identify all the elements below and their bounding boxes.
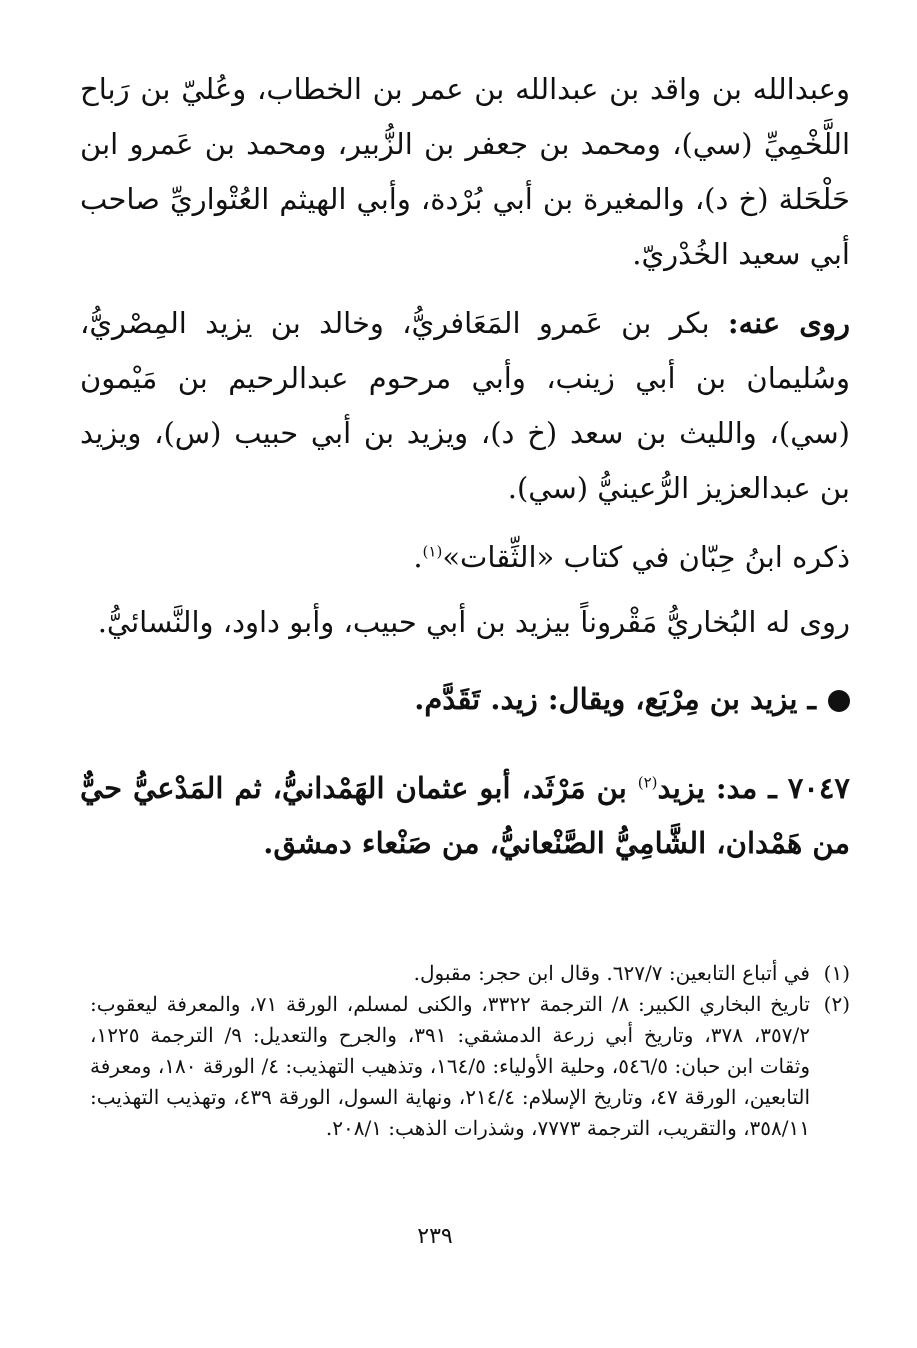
paragraph-narrated-by <box>80 296 850 516</box>
paragraph-1-text: وعبدالله بن واقد بن عبدالله بن عمر بن الخطاب، وعُليّ بن رَباح اللَّخْمِيِّ (سي)، ومحمد بن جعفر بن الزُّبير، ومحمد بن عَمرو ابن حَلْحَلة (خ د)، والمغيرة بن أبي بُرْدة، وأبي الهيثم العُتْواريِّ صاحب أبي سعيد الخُدْريّ. <box>80 72 850 271</box>
paragraph-3-text: ذكره ابنُ حِبّان في كتاب «الثِّقات» <box>442 540 850 574</box>
paragraph-transmitted-by <box>80 595 850 650</box>
page-number: ٢٣٩ <box>417 1224 453 1249</box>
footnotes <box>90 958 850 1144</box>
entry-name: يزيد <box>657 771 716 805</box>
paragraph-ibn-hibban <box>80 530 850 585</box>
bullet-icon <box>828 690 850 712</box>
footnote-number: (١) <box>823 961 850 985</box>
footnote-text: تاريخ البخاري الكبير: ٨/ الترجمة ٣٣٢٢، والكنى لمسلم، الورقة ٧١، والمعرفة ليعقوب: ٣٥٧/٢، ٣٧٨، وتاريخ أبي زرعة الدمشقي: ٣٩١، والجرح والتعديل: ٩/ الترجمة ١٢٢٥، وثقات ابن حبان: ٥٤٦/٥، وحلية الأولياء: ١٦٤/٥، وتذهيب التهذيب: ٤/ الورقة ١٨٠، ومعرفة التابعين، الورقة ٤٧، وتاريخ الإسلام: ٢١٤/٤، ونهاية السول، الورقة ٤٣٩، وتهذيب التهذيب: ٣٥٨/١١، والتقريب، الترجمة ٧٧٧٣، وشذرات الذهب: ٢٠٨/١. <box>90 992 811 1140</box>
footnote-2 <box>90 989 850 1144</box>
footnote-number: (٢) <box>823 992 850 1016</box>
paragraph-3-end: . <box>413 540 423 574</box>
footnote-ref-1[interactable]: (١) <box>422 542 443 561</box>
footnote-1 <box>90 958 850 989</box>
narrated-by-label: روى عنه: <box>727 306 850 340</box>
entry-7047 <box>80 761 850 871</box>
footnote-text: في أتباع التابعين: ٦٢٧/٧. وقال ابن حجر: مقبول. <box>413 961 810 985</box>
cross-reference-entry <box>80 672 850 727</box>
main-text <box>80 62 850 885</box>
entry-description: بن مَرْثَد، أبو عثمان الهَمْدانيُّ، ثم المَدْعيُّ حيٌّ من هَمْدان، الشَّامِيُّ الصَّنْعانيُّ، من صَنْعاء دمشق. <box>80 771 850 860</box>
paragraph-2-text: بكر بن عَمرو المَعَافريُّ، وخالد بن يزيد المِصْريُّ، وسُليمان بن أبي زينب، وأبي مرحوم عبدالرحيم بن مَيْمون (سي)، والليث بن سعد (خ د)، ويزيد بن أبي حبيب (س)، ويزيد بن عبدالعزيز الرُّعينيُّ (سي). <box>80 306 850 505</box>
cross-reference-text: ـ يزيد بن مِرْبَع، ويقال: زيد. تَقَدَّم. <box>414 682 816 716</box>
entry-number: ٧٠٤٧ ـ مد: <box>715 771 851 805</box>
paragraph-4-text: روى له البُخاريُّ مَقْروناً بيزيد بن أبي حبيب، وأبو داود، والنَّسائيُّ. <box>97 605 850 639</box>
paragraph-narrators-from <box>80 62 850 282</box>
footnote-ref-2[interactable]: (٢) <box>637 773 658 792</box>
